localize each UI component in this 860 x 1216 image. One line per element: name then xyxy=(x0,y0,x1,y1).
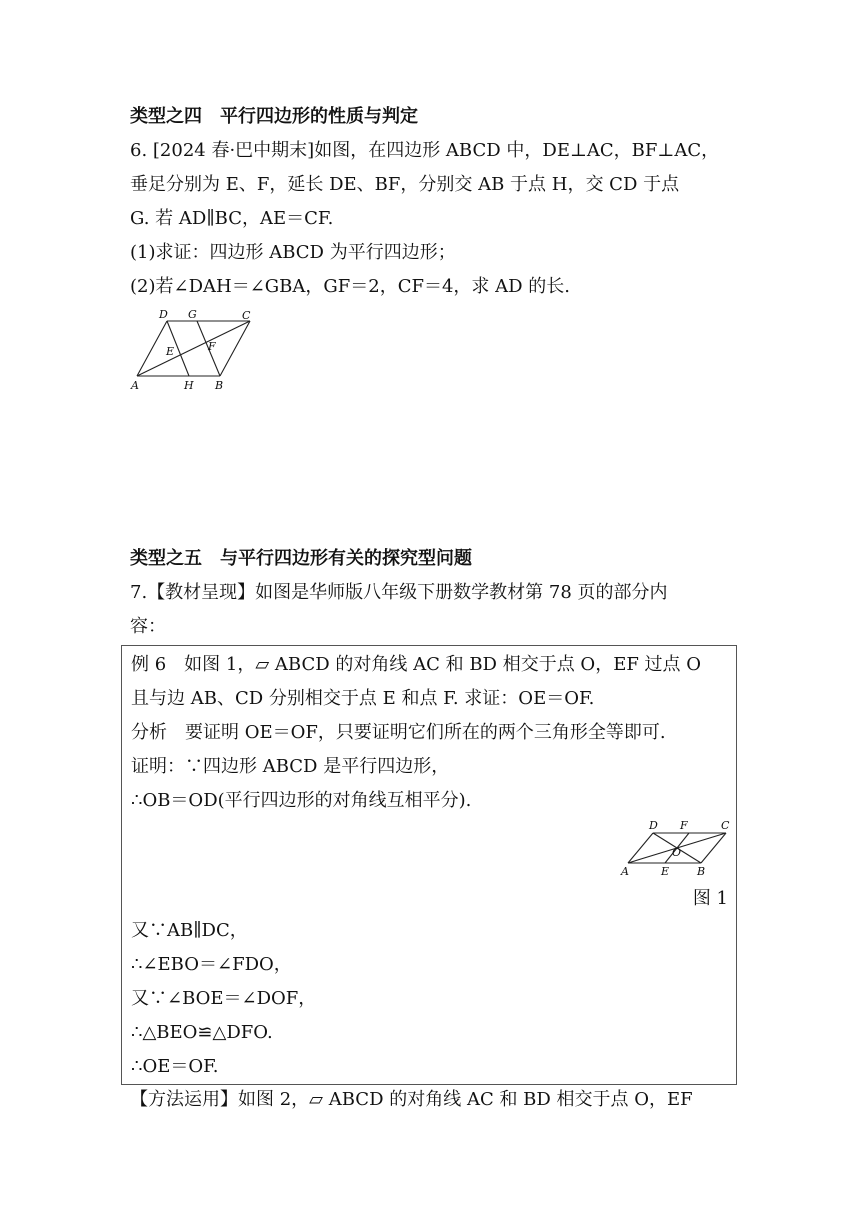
fig1-label-c: C xyxy=(721,819,730,832)
method-line-1: 【方法运用】如图 2，▱ ABCD 的对角线 AC 和 BD 相交于点 O，EF xyxy=(130,1089,693,1110)
box-line-10: ∴OE＝OF. xyxy=(131,1056,219,1077)
q6-figure xyxy=(126,306,262,396)
box-line-2: 且与边 AB、CD 分别相交于点 E 和点 F. 求证：OE＝OF. xyxy=(131,688,595,709)
textbook-excerpt-box xyxy=(121,645,737,1085)
label-e: E xyxy=(166,345,175,358)
box-line-9: ∴△BEO≌△DFO. xyxy=(131,1022,273,1043)
box-line-5: ∴OB＝OD(平行四边形的对角线互相平分). xyxy=(131,790,472,811)
fig1-label-o: O xyxy=(672,846,682,859)
label-h: H xyxy=(184,379,194,392)
q7-line2: 容： xyxy=(130,616,166,637)
label-d: D xyxy=(159,308,168,321)
segment-ad xyxy=(137,321,167,376)
fig1-label-f: F xyxy=(680,819,688,832)
figure-1-caption: 图 1 xyxy=(692,888,728,909)
q6-line1: 6. [2024 春·巴中期末]如图，在四边形 ABCD 中，DE⊥AC，BF⊥AC， xyxy=(130,140,720,161)
box-line-1: 例 6 如图 1，▱ ABCD 的对角线 AC 和 BD 相交于点 O，EF 过点 O xyxy=(131,654,702,675)
label-a: A xyxy=(131,379,139,392)
box-line-4: 证明：∵四边形 ABCD 是平行四边形， xyxy=(131,756,450,777)
figure-1 xyxy=(620,816,736,878)
q6-part2: (2)若∠DAH＝∠GBA，GF＝2，CF＝4，求 AD 的长. xyxy=(130,276,571,297)
box-line-7: ∴∠EBO＝∠FDO， xyxy=(131,954,292,975)
label-g: G xyxy=(188,308,197,321)
label-b: B xyxy=(215,379,224,392)
segment-bc xyxy=(220,321,250,376)
fig1-segment-ad xyxy=(628,833,653,863)
section5-title: 类型之五 与平行四边形有关的探究型问题 xyxy=(130,548,472,569)
q6-line3: G. 若 AD∥BC，AE＝CF. xyxy=(130,208,334,229)
section4-title: 类型之四 平行四边形的性质与判定 xyxy=(130,106,418,127)
fig1-segment-bc xyxy=(701,833,726,863)
q6-part1: (1)求证：四边形 ABCD 为平行四边形； xyxy=(130,242,456,263)
box-line-3: 分析 要证明 OE＝OF，只要证明它们所在的两个三角形全等即可. xyxy=(131,722,666,743)
box-line-6: 又∵AB∥DC， xyxy=(131,920,248,941)
fig1-label-a: A xyxy=(621,865,629,878)
fig1-label-d: D xyxy=(649,819,658,832)
label-f: F xyxy=(208,340,216,353)
fig1-label-b: B xyxy=(697,865,706,878)
fig1-label-e: E xyxy=(661,865,670,878)
q7-line1: 7.【教材呈现】如图是华师版八年级下册数学教材第 78 页的部分内 xyxy=(130,582,668,603)
box-line-8: 又∵∠BOE＝∠DOF， xyxy=(131,988,317,1009)
segment-ac xyxy=(137,321,250,376)
q6-line2: 垂足分别为 E、F，延长 DE、BF，分别交 AB 于点 H，交 CD 于点 xyxy=(130,174,680,195)
label-c: C xyxy=(242,309,251,322)
